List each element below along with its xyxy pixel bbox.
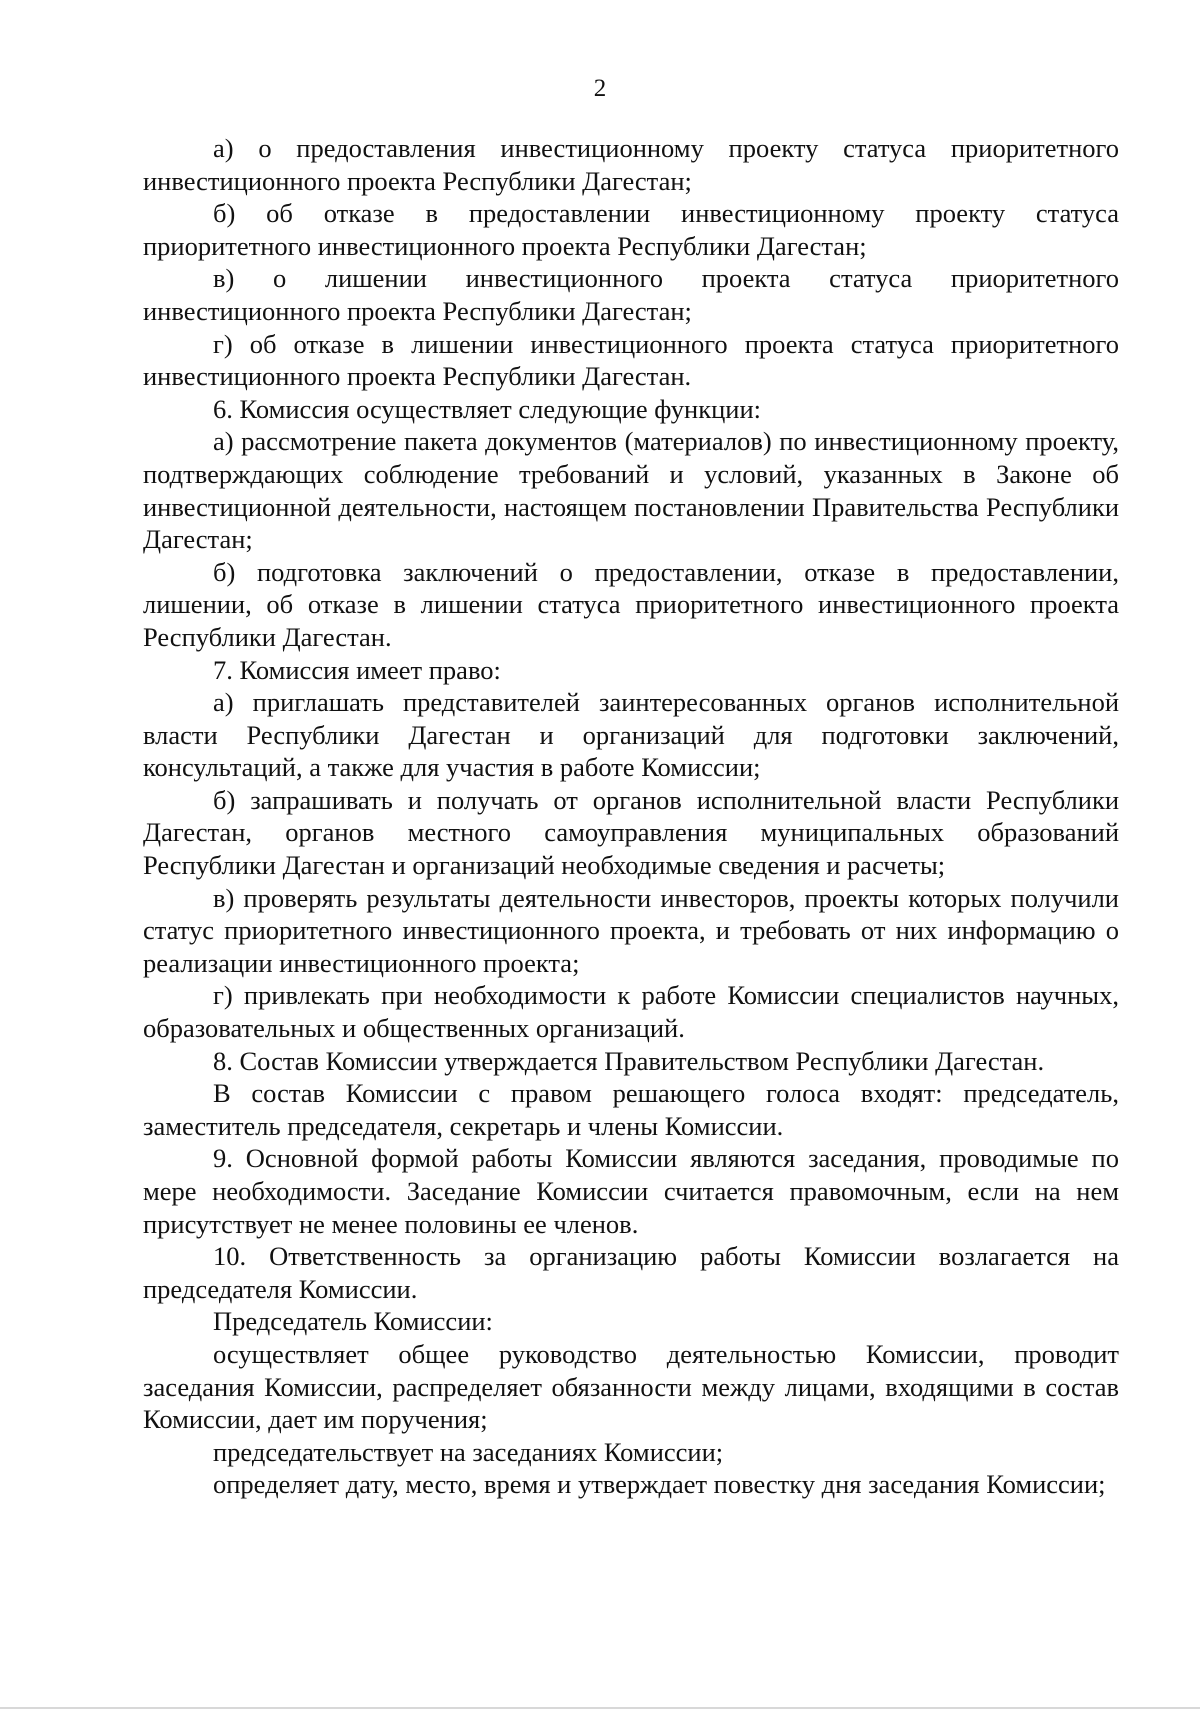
paragraph-8-composition: 8. Состав Комиссии утверждается Правительством Республики Дагестан.: [213, 1045, 1045, 1076]
paragraph-g-refuse-revoke: г) об отказе в лишении инвестиционного проекта статуса приоритетного инвестиционного проекта Республики Дагестан.: [143, 328, 1119, 392]
paragraph-9-meetings: 9. Основной формой работы Комиссии являются заседания, проводимые по мере необходимости. Заседание Комиссии считается правомочным, если на нем присутствует не менее половины ее членов.: [143, 1143, 1119, 1239]
paragraph-chairman-duty-1: осуществляет общее руководство деятельностью Комиссии, проводит заседания Комиссии, распределяет обязанности между лицами, входящими в состав Комиссии, дает им поручения;: [143, 1338, 1119, 1435]
document-body: [143, 132, 1119, 1501]
paragraph-chairman-duty-3: определяет дату, место, время и утверждает повестку дня заседания Комиссии;: [213, 1469, 1106, 1500]
paragraph-6-functions: 6. Комиссия осуществляет следующие функции:: [213, 393, 761, 424]
paragraph-6a-review-documents: а) рассмотрение пакета документов (материалов) по инвестиционному проекту, подтверждающих соблюдение требований и условий, указанных в Законе об инвестиционной деятельности, настоящем постановлении Правительства Республики Дагестан;: [143, 426, 1119, 555]
paragraph-v-revoke-status: в) о лишении инвестиционного проекта статуса приоритетного инвестиционного проекта Республики Дагестан;: [143, 263, 1119, 326]
paragraph-b-refuse-grant: б) об отказе в предоставлении инвестиционному проекту статуса приоритетного инвестиционного проекта Республики Дагестан;: [143, 198, 1119, 261]
paragraph-7b-request-information: б) запрашивать и получать от органов исполнительной власти Республики Дагестан, органов местного самоуправления муниципальных образований Республики Дагестан и организаций необходимые сведения и расчеты;: [143, 784, 1119, 881]
paragraph-6b-prepare-conclusions: б) подготовка заключений о предоставлении, отказе в предоставлении, лишении, об отказе в лишении статуса приоритетного инвестиционного проекта Республики Дагестан.: [143, 556, 1119, 652]
scan-bottom-edge: [0, 1707, 1200, 1709]
paragraph-7g-involve-specialists: г) привлекать при необходимости к работе Комиссии специалистов научных, образовательных и общественных организаций.: [143, 980, 1119, 1044]
paragraph-7a-invite-representatives: а) приглашать представителей заинтересованных органов исполнительной власти Республики Дагестан и организаций для подготовки заключений, консультаций, а также для участия в работе Комиссии;: [143, 687, 1119, 783]
paragraph-7v-check-results: в) проверять результаты деятельности инвесторов, проекты которых получили статус приоритетного инвестиционного проекта, и требовать от них информацию о реализации инвестиционного проекта;: [143, 882, 1119, 978]
paragraph-chairman-heading: Председатель Комиссии:: [213, 1306, 493, 1337]
paragraph-10-responsibility: 10. Ответственность за организацию работы Комиссии возлагается на председателя Комиссии.: [143, 1241, 1119, 1304]
paragraph-a-grant-status: а) о предоставления инвестиционному проекту статуса приоритетного инвестиционного проекта Республики Дагестан;: [143, 133, 1119, 196]
paragraph-7-rights: 7. Комиссия имеет право:: [213, 654, 501, 685]
page-number: 2: [593, 75, 607, 102]
paragraph-8-voting-members: В состав Комиссии с правом решающего голоса входят: председатель, заместитель председателя, секретарь и члены Комиссии.: [143, 1078, 1119, 1141]
paragraph-chairman-duty-2: председательствует на заседаниях Комиссии;: [213, 1436, 724, 1467]
